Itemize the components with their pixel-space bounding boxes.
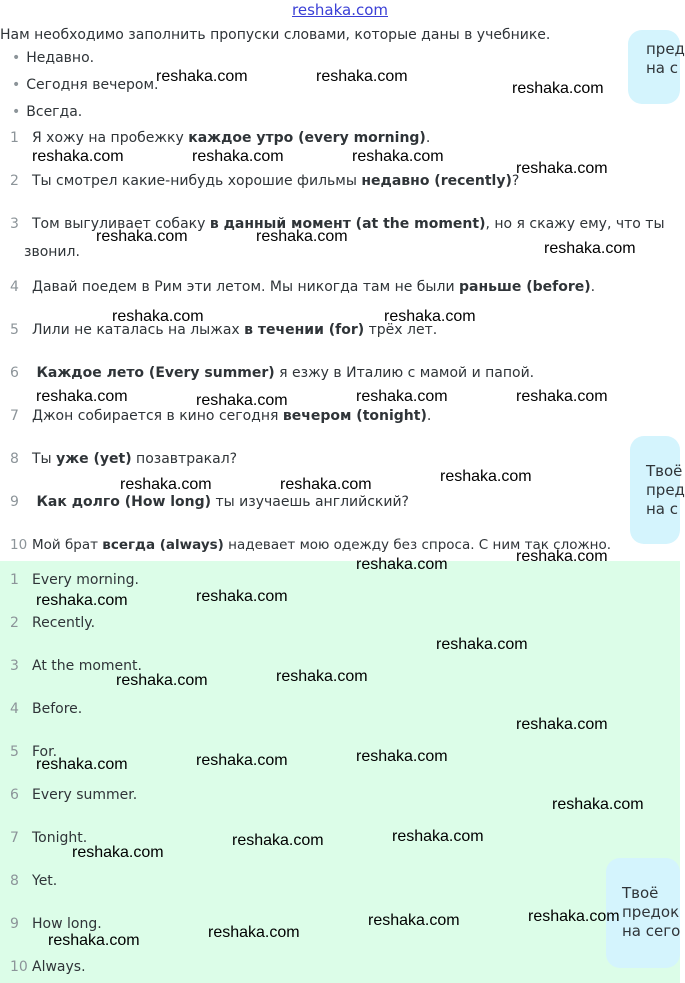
answer-text: For.	[32, 744, 58, 760]
row-text: , но я скажу ему, что ты	[485, 216, 665, 232]
watermark: reshaka.com	[356, 556, 448, 573]
watermark: reshaka.com	[352, 148, 444, 165]
watermark: reshaka.com	[384, 308, 476, 325]
watermark: reshaka.com	[208, 924, 300, 941]
row-text: Ты смотрел какие-нибудь хорошие фильмы	[32, 173, 362, 189]
row-answer: в течении (for)	[244, 322, 365, 338]
promo-bubble[interactable]	[628, 30, 685, 104]
watermark: reshaka.com	[280, 476, 372, 493]
row-text: Я хожу на пробежку	[32, 130, 189, 146]
word-bullet: • Недавно.	[12, 50, 95, 66]
answer-text: Before.	[32, 701, 83, 717]
answer-text: At the moment.	[32, 658, 142, 674]
row-text: позавтракал?	[131, 451, 238, 467]
row-number: 5	[10, 322, 19, 338]
row-number: 3	[10, 216, 19, 232]
site-link[interactable]: reshaka.com	[292, 1, 388, 19]
row-number: 3	[10, 658, 19, 674]
row-number: 6	[10, 365, 19, 381]
answer-text: Yet.	[32, 873, 58, 889]
bullet-text: Всегда.	[26, 104, 83, 120]
answer-row	[10, 784, 137, 806]
row-number: 6	[10, 787, 19, 803]
row-number: 1	[10, 572, 19, 588]
bullet-text: Недавно.	[26, 50, 95, 66]
bubble-line: на с	[646, 59, 679, 77]
row-answer: уже (yet)	[56, 451, 132, 467]
row-text: Мой брат	[32, 537, 103, 553]
row-text: .	[426, 408, 432, 424]
answer-row	[10, 612, 95, 634]
answer-row	[10, 956, 86, 978]
watermark: reshaka.com	[356, 388, 448, 405]
row-number: 8	[10, 873, 19, 889]
row-text: Том выгуливает собаку	[32, 216, 210, 232]
watermark: reshaka.com	[512, 80, 604, 97]
row-number: 8	[10, 451, 19, 467]
row-number: 2	[10, 615, 19, 631]
bubble-line: Твоё	[622, 884, 659, 902]
watermark: reshaka.com	[32, 148, 124, 165]
exercise-row	[10, 491, 409, 513]
exercise-row	[10, 127, 430, 149]
promo-bubble[interactable]	[630, 436, 685, 544]
bubble-line: пред	[646, 481, 685, 499]
row-number: 9	[10, 916, 19, 932]
watermark: reshaka.com	[516, 388, 608, 405]
bubble-line: предок	[622, 903, 680, 921]
row-answer: раньше (before)	[459, 279, 591, 295]
answer-text: How long.	[32, 916, 102, 932]
watermark: reshaka.com	[516, 716, 608, 733]
answer-text: Every morning.	[32, 572, 139, 588]
row-text: звонил.	[24, 244, 80, 260]
watermark: reshaka.com	[528, 908, 620, 925]
row-answer: всегда (always)	[102, 537, 224, 553]
exercise-row	[10, 362, 534, 384]
watermark: reshaka.com	[116, 672, 208, 689]
watermark: reshaka.com	[440, 468, 532, 485]
watermark: reshaka.com	[256, 228, 348, 245]
row-text: ты изучаешь английский?	[211, 494, 409, 510]
row-text: надевает мою одежду без спроса. С ним так сложно.	[223, 537, 612, 553]
bubble-line: на с	[646, 500, 679, 518]
watermark: reshaka.com	[36, 388, 128, 405]
bubble-line: Твоё	[646, 462, 683, 480]
exercise-row	[10, 448, 237, 470]
row-number: 10	[10, 537, 28, 553]
bubble-line: пред	[646, 40, 685, 58]
watermark: reshaka.com	[96, 228, 188, 245]
answer-text: Recently.	[32, 615, 96, 631]
row-text: Джон собирается в кино сегодня	[32, 408, 283, 424]
row-number: 1	[10, 130, 19, 146]
row-answer: в данный момент (at the moment)	[209, 216, 486, 232]
exercise-row-continuation	[24, 241, 80, 263]
watermark: reshaka.com	[48, 932, 140, 949]
row-number: 7	[10, 830, 19, 846]
watermark: reshaka.com	[196, 392, 288, 409]
watermark: reshaka.com	[552, 796, 644, 813]
bubble-line: на сего	[622, 922, 681, 940]
bullet-text: Сегодня вечером.	[26, 77, 159, 93]
row-text: .	[425, 130, 431, 146]
watermark: reshaka.com	[544, 240, 636, 257]
row-text: Ты	[32, 451, 57, 467]
watermark: reshaka.com	[72, 844, 164, 861]
row-number: 4	[10, 701, 19, 717]
watermark: reshaka.com	[516, 160, 608, 177]
watermark: reshaka.com	[120, 476, 212, 493]
exercise-row	[10, 276, 595, 298]
row-answer: Каждое лето (Every summer)	[36, 365, 275, 381]
watermark: reshaka.com	[316, 68, 408, 85]
answer-row	[10, 870, 57, 892]
row-number: 2	[10, 173, 19, 189]
row-number: 10	[10, 959, 28, 975]
row-answer: Как долго (How long)	[36, 494, 212, 510]
watermark: reshaka.com	[36, 592, 128, 609]
answer-row	[10, 698, 82, 720]
row-text: .	[590, 279, 596, 295]
row-text: я езжу в Италию с мамой и папой.	[274, 365, 535, 381]
watermark: reshaka.com	[356, 748, 448, 765]
answer-row	[10, 569, 139, 591]
watermark: reshaka.com	[196, 588, 288, 605]
watermark: reshaka.com	[156, 68, 248, 85]
watermark: reshaka.com	[276, 668, 368, 685]
row-answer: каждое утро (every morning)	[188, 130, 426, 146]
row-number: 9	[10, 494, 19, 510]
row-text: Давай поедем в Рим эти летом. Мы никогда там не были	[32, 279, 459, 295]
row-number: 4	[10, 279, 19, 295]
watermark: reshaka.com	[36, 756, 128, 773]
watermark: reshaka.com	[516, 548, 608, 565]
word-bullet: • Сегодня вечером.	[12, 77, 159, 93]
answer-text: Tonight.	[32, 830, 88, 846]
word-bullet: • Всегда.	[12, 104, 83, 120]
watermark: reshaka.com	[368, 912, 460, 929]
answer-text: Always.	[32, 959, 86, 975]
row-text: трёх лет.	[364, 322, 438, 338]
row-number: 5	[10, 744, 19, 760]
watermark: reshaka.com	[196, 752, 288, 769]
exercise-row	[10, 319, 437, 341]
row-text: ?	[511, 173, 520, 189]
task-intro: Нам необходимо заполнить пропуски словами, которые даны в учебнике.	[0, 27, 551, 43]
watermark: reshaka.com	[392, 828, 484, 845]
watermark: reshaka.com	[232, 832, 324, 849]
watermark: reshaka.com	[436, 636, 528, 653]
row-number: 7	[10, 408, 19, 424]
row-answer: недавно (recently)	[361, 173, 512, 189]
exercise-row	[10, 170, 519, 192]
row-text: Лили не каталась на лыжах	[32, 322, 245, 338]
watermark: reshaka.com	[112, 308, 204, 325]
watermark: reshaka.com	[192, 148, 284, 165]
answer-text: Every summer.	[32, 787, 138, 803]
row-answer: вечером (tonight)	[282, 408, 427, 424]
